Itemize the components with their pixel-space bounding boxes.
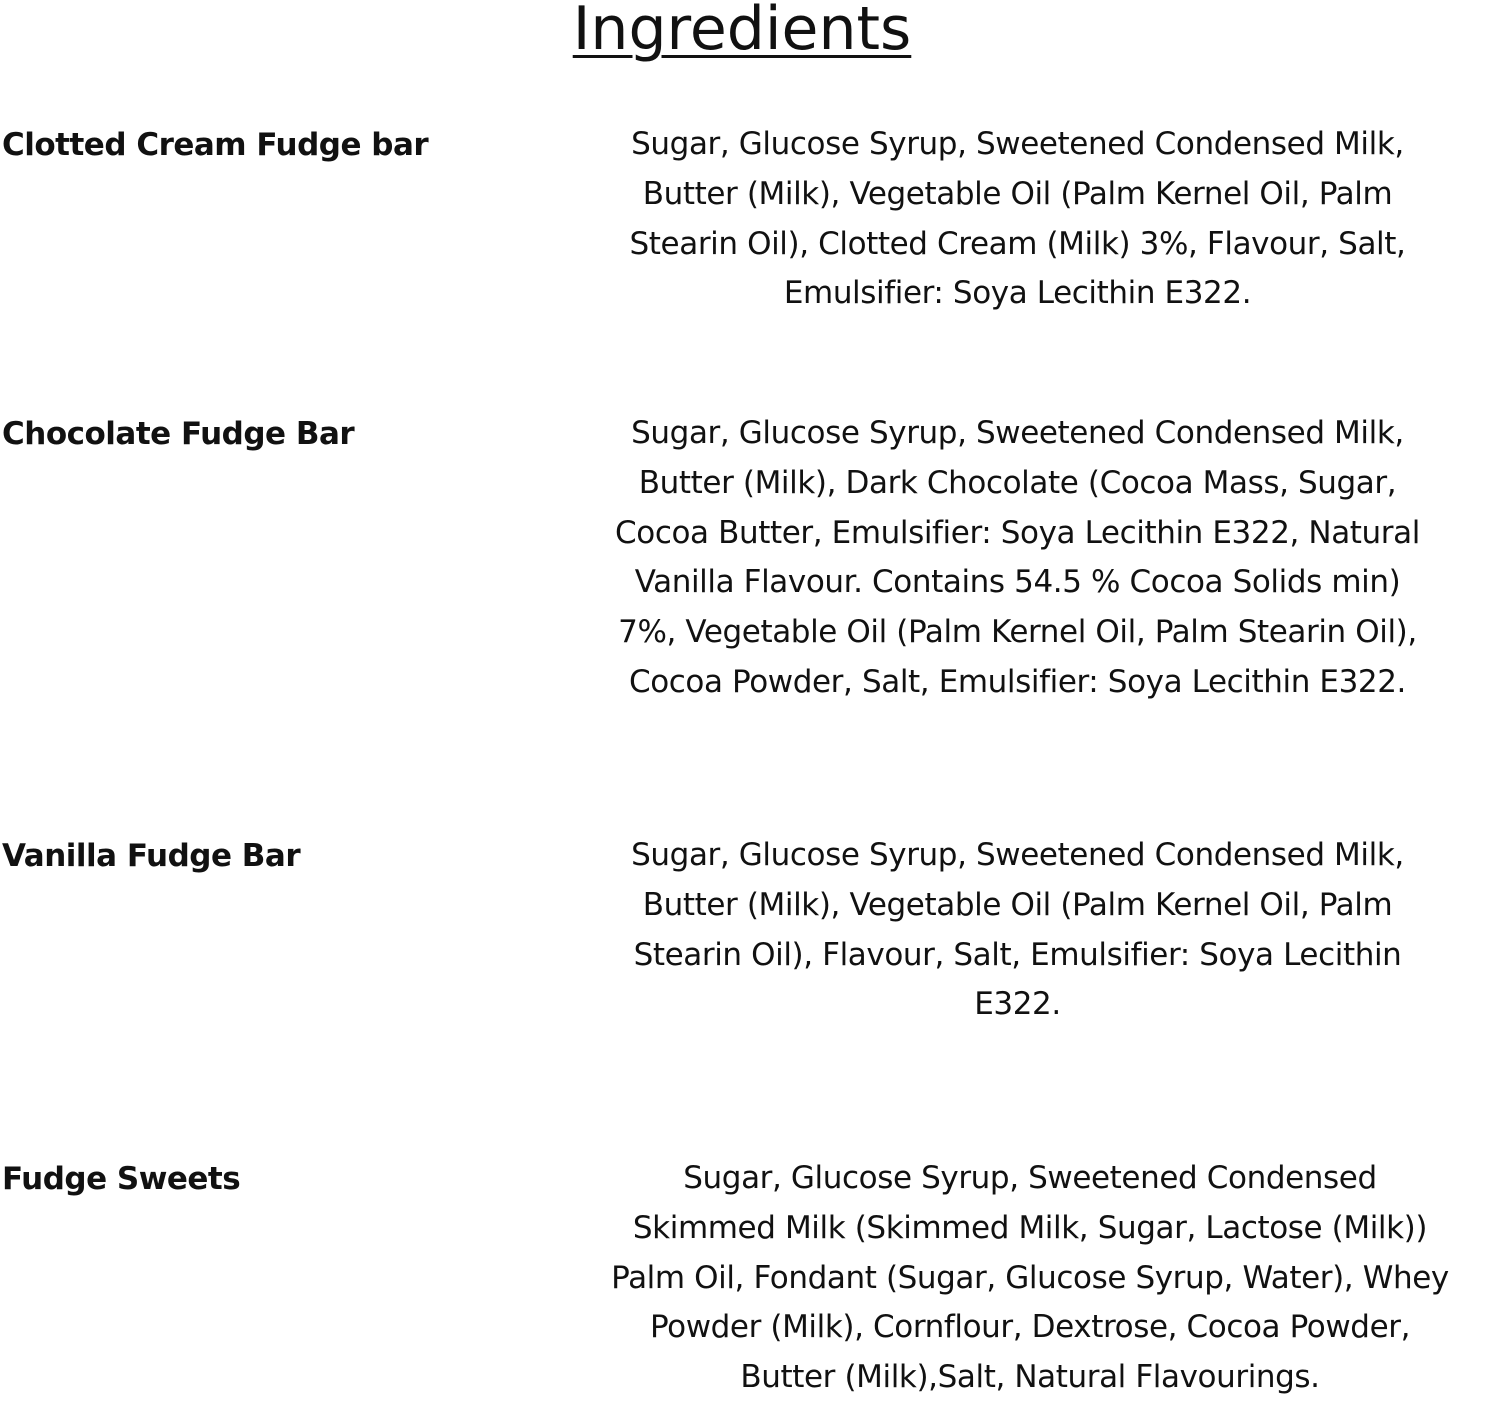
ingredient-line: Butter (Milk), Vegetable Oil (Palm Kernel Oil, Palm [642, 175, 1393, 212]
ingredient-list [560, 1154, 1500, 1403]
ingredient-line: Emulsifier: Soya Lecithin E322. [783, 275, 1252, 312]
ingredient-line: Stearin Oil), Clotted Cream (Milk) 3%, Flavour, Salt, [629, 225, 1406, 262]
ingredient-list [560, 831, 1475, 1030]
ingredient-line: E322. [974, 986, 1061, 1023]
ingredient-line: 7%, Vegetable Oil (Palm Kernel Oil, Palm Stearin Oil), [618, 614, 1417, 651]
page-title: Ingredients [572, 0, 912, 64]
ingredient-line: Palm Oil, Fondant (Sugar, Glucose Syrup, Water), Whey [611, 1259, 1449, 1296]
ingredient-line: Powder (Milk), Cornflour, Dextrose, Cocoa Powder, [649, 1309, 1411, 1346]
ingredient-line: Sugar, Glucose Syrup, Sweetened Condensed Milk, [631, 126, 1404, 162]
ingredient-line: Cocoa Powder, Salt, Emulsifier: Soya Lecithin E322. [628, 663, 1407, 700]
product-name: Fudge Sweets [2, 1161, 241, 1197]
product-name: Chocolate Fudge Bar [2, 416, 355, 452]
product-name: Vanilla Fudge Bar [2, 838, 301, 874]
ingredient-line: Butter (Milk), Vegetable Oil (Palm Kernel Oil, Palm [642, 886, 1393, 923]
ingredient-line: Sugar, Glucose Syrup, Sweetened Condensed Milk, [631, 415, 1404, 451]
product-name: Clotted Cream Fudge bar [2, 127, 429, 163]
ingredient-line: Skimmed Milk (Skimmed Milk, Sugar, Lactose (Milk)) [632, 1209, 1428, 1246]
ingredient-line: Sugar, Glucose Syrup, Sweetened Condensed Milk, [631, 837, 1404, 873]
ingredient-line: Stearin Oil), Flavour, Salt, Emulsifier: Soya Lecithin [633, 936, 1402, 973]
ingredient-line: Sugar, Glucose Syrup, Sweetened Condensed [683, 1160, 1377, 1196]
ingredient-line: Butter (Milk), Dark Chocolate (Cocoa Mass, Sugar, [638, 464, 1397, 501]
ingredient-line: Cocoa Butter, Emulsifier: Soya Lecithin E322, Natural [615, 514, 1420, 551]
ingredient-list [560, 120, 1475, 319]
ingredient-line: Butter (Milk),Salt, Natural Flavourings. [740, 1359, 1320, 1396]
ingredient-list [560, 409, 1475, 708]
ingredient-line: Vanilla Flavour. Contains 54.5 % Cocoa Solids min) [634, 564, 1401, 601]
